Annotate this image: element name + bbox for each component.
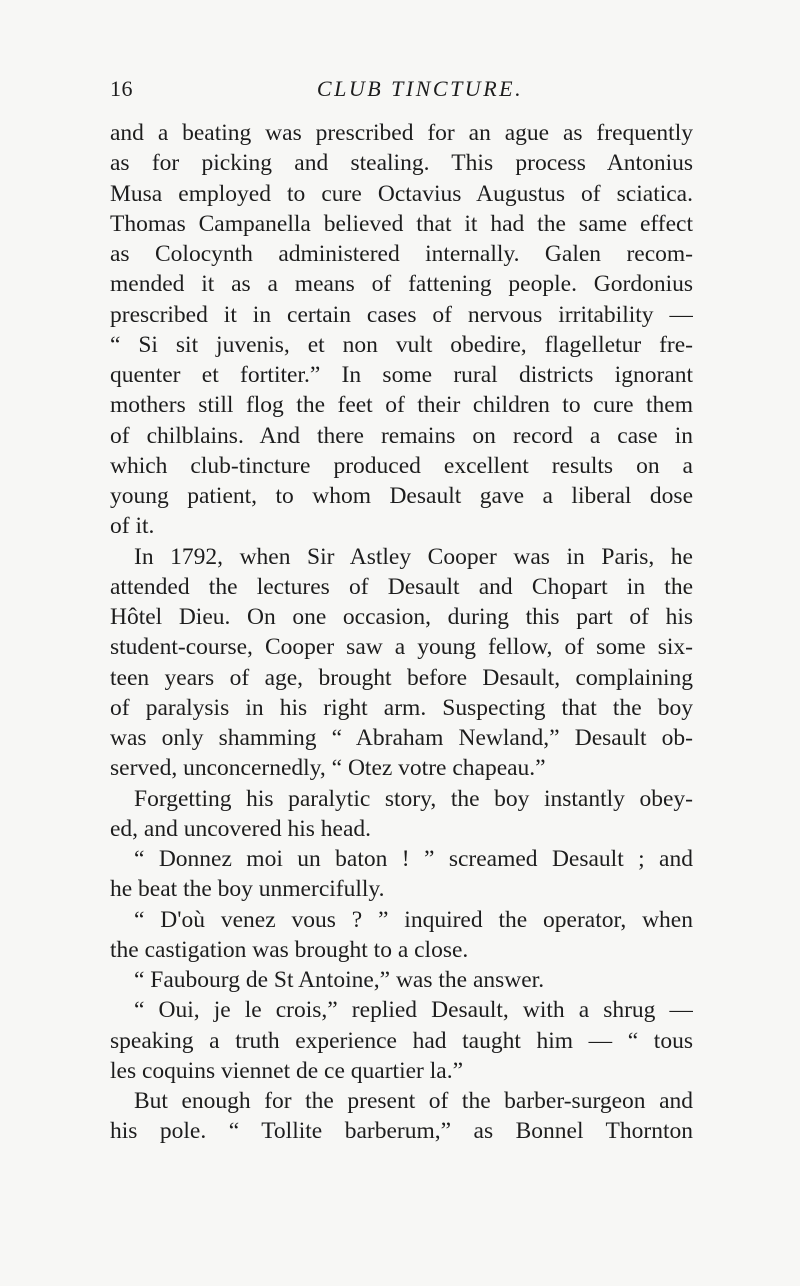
text-line: of paralysis in his right arm. Suspecting that the boy: [110, 694, 693, 721]
text-line: “ Faubourg de St Antoine,” was the answer.: [134, 967, 545, 993]
text-line: was only shamming “ Abraham Newland,” Desault ob-: [110, 725, 693, 751]
text-line: les coquins viennet de ce quartier la.”: [110, 1057, 464, 1084]
text-line: Thomas Campanella believed that it had the same effect: [110, 210, 693, 237]
text-line: and a beating was prescribed for an ague as frequently: [110, 120, 693, 146]
text-line: mothers still flog the feet of their children to cure them: [110, 392, 693, 419]
text-line: quenter et fortiter.” In some rural districts ignorant: [110, 362, 693, 388]
text-line: “ Donnez moi un baton ! ” screamed Desault ; and: [134, 846, 693, 872]
text-line: mended it as a means of fattening people. Gordonius: [110, 271, 693, 298]
running-title: CLUB TINCTURE.: [316, 76, 524, 101]
text-line: In 1792, when Sir Astley Cooper was in Paris, he: [134, 543, 693, 570]
text-line: Hôtel Dieu. On one occasion, during this part of his: [110, 604, 693, 630]
text-line: prescribed it in certain cases of nervous irritability —: [110, 301, 693, 328]
text-line: his pole. “ Tollite barberum,” as Bonnel Thornton: [110, 1118, 693, 1145]
text-line: Forgetting his paralytic story, the boy instantly obey-: [134, 785, 693, 812]
text-line: “ Si sit juvenis, et non vult obedire, flagelletur fre-: [110, 331, 693, 358]
text-line: as for picking and stealing. This process Antonius: [110, 150, 693, 177]
text-line: “ D'où venez vous ? ” inquired the operator, when: [134, 906, 693, 933]
text-line: young patient, to whom Desault gave a liberal dose: [110, 483, 693, 509]
text-line: the castigation was brought to a close.: [110, 936, 469, 963]
text-line: he beat the boy unmercifully.: [110, 876, 385, 903]
text-line: which club-tincture produced excellent results on a: [110, 452, 693, 479]
text-line: student-course, Cooper saw a young fellow, of some six-: [110, 634, 693, 661]
text-line: ed, and uncovered his head.: [110, 815, 372, 842]
text-line: attended the lectures of Desault and Chopart in the: [110, 573, 693, 600]
page-number: 16: [110, 76, 133, 101]
text-line: “ Oui, je le crois,” replied Desault, with a shrug —: [134, 997, 693, 1024]
text-line: speaking a truth experience had taught him — “ tous: [110, 1027, 693, 1054]
text-line: teen years of age, brought before Desault, complaining: [110, 664, 693, 691]
text-line: as Colocynth administered internally. Galen recom-: [110, 241, 693, 267]
text-line: Musa employed to cure Octavius Augustus of sciatica.: [110, 180, 693, 207]
running-head: [110, 76, 690, 106]
text-line: of chilblains. And there remains on record a case in: [110, 422, 693, 449]
text-line: served, unconcernedly, “ Otez votre chapeau.”: [110, 755, 546, 782]
body-text: [110, 118, 693, 1147]
text-line: of it.: [110, 513, 155, 540]
text-line: But enough for the present of the barber-surgeon and: [134, 1088, 693, 1114]
